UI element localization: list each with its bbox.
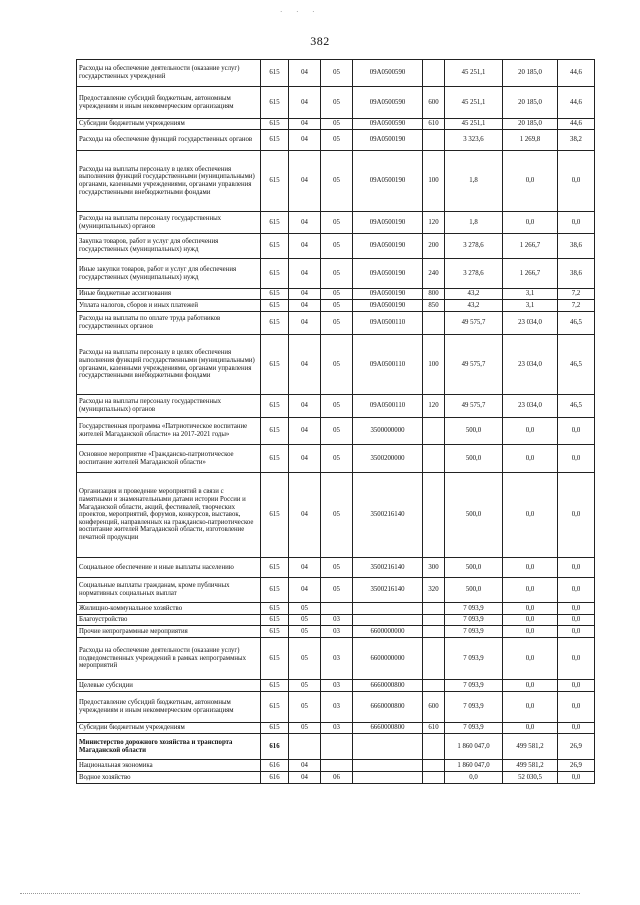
execution-percent: 0,0 xyxy=(558,151,595,212)
expense-type: 610 xyxy=(423,723,445,734)
expense-type xyxy=(423,60,445,87)
target-article: 09А0500110 xyxy=(353,335,423,395)
section-code: 04 xyxy=(289,395,321,418)
ministry-code: 615 xyxy=(261,418,289,445)
expense-type xyxy=(423,312,445,335)
row-name: Социальное обеспечение и иные выплаты населению xyxy=(77,558,261,578)
executed-amount: 23 034,0 xyxy=(503,395,558,418)
plan-amount: 49 575,7 xyxy=(445,395,503,418)
target-article: 3500216140 xyxy=(353,558,423,578)
plan-amount: 45 251,1 xyxy=(445,60,503,87)
executed-amount: 0,0 xyxy=(503,212,558,234)
ministry-code: 615 xyxy=(261,692,289,723)
executed-amount: 20 185,0 xyxy=(503,87,558,119)
section-code: 04 xyxy=(289,212,321,234)
table-row xyxy=(77,60,595,87)
plan-amount: 7 093,9 xyxy=(445,680,503,692)
section-code: 04 xyxy=(289,473,321,558)
section-code xyxy=(289,734,321,760)
row-name: Субсидии бюджетным учреждениям xyxy=(77,119,261,130)
table-row xyxy=(77,615,595,626)
ministry-code: 615 xyxy=(261,60,289,87)
subsection-code: 05 xyxy=(321,558,353,578)
subsection-code: 06 xyxy=(321,772,353,784)
table-row xyxy=(77,734,595,760)
section-code: 05 xyxy=(289,615,321,626)
table-row xyxy=(77,87,595,119)
subsection-code: 03 xyxy=(321,680,353,692)
executed-amount: 0,0 xyxy=(503,692,558,723)
executed-amount: 0,0 xyxy=(503,723,558,734)
table-row xyxy=(77,312,595,335)
execution-percent: 0,0 xyxy=(558,680,595,692)
expense-type: 240 xyxy=(423,259,445,289)
expense-type: 320 xyxy=(423,578,445,603)
subsection-code: 05 xyxy=(321,151,353,212)
plan-amount: 49 575,7 xyxy=(445,335,503,395)
execution-percent: 44,6 xyxy=(558,87,595,119)
ministry-code: 615 xyxy=(261,615,289,626)
target-article: 3500216140 xyxy=(353,578,423,603)
subsection-code: 05 xyxy=(321,395,353,418)
expense-type xyxy=(423,680,445,692)
table-row xyxy=(77,626,595,638)
ministry-code: 615 xyxy=(261,259,289,289)
execution-percent: 0,0 xyxy=(558,692,595,723)
row-name: Иные закупки товаров, работ и услуг для обеспечения государственных (муниципальных) нужд xyxy=(77,259,261,289)
subsection-code: 05 xyxy=(321,130,353,151)
executed-amount: 0,0 xyxy=(503,418,558,445)
row-name: Министерство дорожного хозяйства и транспорта Магаданской области xyxy=(77,734,261,760)
ministry-code: 615 xyxy=(261,680,289,692)
ministry-code: 615 xyxy=(261,395,289,418)
row-name: Расходы на выплаты персоналу в целях обеспечения выполнения функций государственными (муниципальными) органами, казенными учреждениями, органами управления государственными внебюджетными фондами xyxy=(77,151,261,212)
row-name: Прочие непрограммные мероприятия xyxy=(77,626,261,638)
expense-type xyxy=(423,626,445,638)
target-article: 3500216140 xyxy=(353,473,423,558)
table-row xyxy=(77,692,595,723)
ministry-code: 615 xyxy=(261,234,289,259)
execution-percent: 44,6 xyxy=(558,119,595,130)
expense-type xyxy=(423,418,445,445)
execution-percent: 0,0 xyxy=(558,473,595,558)
section-code: 04 xyxy=(289,578,321,603)
table-row xyxy=(77,289,595,300)
table-row xyxy=(77,234,595,259)
table-row xyxy=(77,300,595,312)
expense-type xyxy=(423,130,445,151)
section-code: 05 xyxy=(289,723,321,734)
execution-percent: 26,9 xyxy=(558,760,595,772)
expense-type xyxy=(423,445,445,473)
section-code: 05 xyxy=(289,638,321,680)
subsection-code: 05 xyxy=(321,300,353,312)
ministry-code: 615 xyxy=(261,723,289,734)
plan-amount: 7 093,9 xyxy=(445,615,503,626)
expense-type: 100 xyxy=(423,151,445,212)
section-code: 04 xyxy=(289,151,321,212)
section-code: 04 xyxy=(289,445,321,473)
plan-amount: 1,8 xyxy=(445,151,503,212)
table-row xyxy=(77,335,595,395)
target-article: 6660000800 xyxy=(353,723,423,734)
ministry-code: 615 xyxy=(261,289,289,300)
ministry-code: 615 xyxy=(261,300,289,312)
executed-amount: 0,0 xyxy=(503,603,558,615)
plan-amount: 49 575,7 xyxy=(445,312,503,335)
section-code: 05 xyxy=(289,603,321,615)
subsection-code: 05 xyxy=(321,445,353,473)
plan-amount: 500,0 xyxy=(445,473,503,558)
ministry-code: 615 xyxy=(261,212,289,234)
row-name: Расходы на обеспечение деятельности (оказание услуг) государственных учреждений xyxy=(77,60,261,87)
executed-amount: 1 269,8 xyxy=(503,130,558,151)
executed-amount: 52 030,5 xyxy=(503,772,558,784)
ministry-code: 615 xyxy=(261,335,289,395)
executed-amount: 23 034,0 xyxy=(503,335,558,395)
executed-amount: 499 581,2 xyxy=(503,734,558,760)
executed-amount: 0,0 xyxy=(503,445,558,473)
ministry-code: 616 xyxy=(261,734,289,760)
subsection-code: 05 xyxy=(321,60,353,87)
subsection-code: 03 xyxy=(321,615,353,626)
table-row xyxy=(77,212,595,234)
plan-amount: 500,0 xyxy=(445,578,503,603)
section-code: 04 xyxy=(289,335,321,395)
target-article xyxy=(353,615,423,626)
executed-amount: 0,0 xyxy=(503,578,558,603)
table-row xyxy=(77,578,595,603)
subsection-code: 05 xyxy=(321,87,353,119)
target-article: 09А0500190 xyxy=(353,151,423,212)
expense-type: 610 xyxy=(423,119,445,130)
plan-amount: 45 251,1 xyxy=(445,119,503,130)
plan-amount: 500,0 xyxy=(445,558,503,578)
section-code: 04 xyxy=(289,300,321,312)
section-code: 05 xyxy=(289,692,321,723)
table-row xyxy=(77,473,595,558)
section-code: 04 xyxy=(289,312,321,335)
target-article xyxy=(353,772,423,784)
subsection-code: 05 xyxy=(321,234,353,259)
plan-amount: 7 093,9 xyxy=(445,626,503,638)
subsection-code: 03 xyxy=(321,723,353,734)
target-article: 6660000800 xyxy=(353,692,423,723)
row-name: Расходы на выплаты персоналу государственных (муниципальных) органов xyxy=(77,395,261,418)
page-number: 382 xyxy=(310,34,330,48)
table-row xyxy=(77,259,595,289)
target-article: 3500000000 xyxy=(353,418,423,445)
executed-amount: 1 266,7 xyxy=(503,259,558,289)
target-article: 6600000000 xyxy=(353,638,423,680)
execution-percent: 0,0 xyxy=(558,418,595,445)
plan-amount: 500,0 xyxy=(445,445,503,473)
section-code: 04 xyxy=(289,418,321,445)
executed-amount: 20 185,0 xyxy=(503,60,558,87)
row-name: Иные бюджетные ассигнования xyxy=(77,289,261,300)
execution-percent: 44,6 xyxy=(558,60,595,87)
plan-amount: 7 093,9 xyxy=(445,723,503,734)
section-code: 05 xyxy=(289,626,321,638)
execution-percent: 0,0 xyxy=(558,772,595,784)
expense-type: 120 xyxy=(423,395,445,418)
subsection-code: 05 xyxy=(321,259,353,289)
subsection-code: 05 xyxy=(321,473,353,558)
subsection-code: 03 xyxy=(321,638,353,680)
scan-artifact: · · · xyxy=(280,8,321,16)
executed-amount: 23 034,0 xyxy=(503,312,558,335)
expense-type: 100 xyxy=(423,335,445,395)
scan-edge xyxy=(20,893,580,895)
execution-percent: 0,0 xyxy=(558,445,595,473)
section-code: 04 xyxy=(289,259,321,289)
executed-amount: 0,0 xyxy=(503,638,558,680)
ministry-code: 615 xyxy=(261,312,289,335)
target-article xyxy=(353,760,423,772)
budget-table-body xyxy=(77,60,595,784)
execution-percent: 46,5 xyxy=(558,395,595,418)
expense-type xyxy=(423,638,445,680)
target-article xyxy=(353,603,423,615)
execution-percent: 0,0 xyxy=(558,615,595,626)
ministry-code: 615 xyxy=(261,473,289,558)
subsection-code xyxy=(321,734,353,760)
row-name: Предоставление субсидий бюджетным, автономным учреждениям и иным некоммерческим организациям xyxy=(77,692,261,723)
target-article: 3500200000 xyxy=(353,445,423,473)
section-code: 04 xyxy=(289,60,321,87)
plan-amount: 3 278,6 xyxy=(445,234,503,259)
executed-amount: 0,0 xyxy=(503,615,558,626)
table-row xyxy=(77,603,595,615)
target-article: 09А0500590 xyxy=(353,60,423,87)
ministry-code: 615 xyxy=(261,119,289,130)
ministry-code: 616 xyxy=(261,760,289,772)
expense-type xyxy=(423,603,445,615)
row-name: Расходы на выплаты персоналу в целях обеспечения выполнения функций государственными (муниципальными) органами, казенными учреждениями, органами управления государственными внебюджетными фондами xyxy=(77,335,261,395)
executed-amount: 499 581,2 xyxy=(503,760,558,772)
ministry-code: 616 xyxy=(261,772,289,784)
target-article: 09А0500190 xyxy=(353,234,423,259)
target-article xyxy=(353,734,423,760)
table-row xyxy=(77,760,595,772)
plan-amount: 1 860 047,0 xyxy=(445,734,503,760)
table-row xyxy=(77,680,595,692)
execution-percent: 7,2 xyxy=(558,300,595,312)
row-name: Уплата налогов, сборов и иных платежей xyxy=(77,300,261,312)
target-article: 6600000000 xyxy=(353,626,423,638)
executed-amount: 3,1 xyxy=(503,289,558,300)
executed-amount: 0,0 xyxy=(503,558,558,578)
section-code: 05 xyxy=(289,680,321,692)
table-row xyxy=(77,445,595,473)
ministry-code: 615 xyxy=(261,87,289,119)
row-name: Социальные выплаты гражданам, кроме публичных нормативных социальных выплат xyxy=(77,578,261,603)
plan-amount: 43,2 xyxy=(445,289,503,300)
row-name: Основное мероприятие «Гражданско-патриотическое воспитание жителей Магаданской области» xyxy=(77,445,261,473)
expense-type xyxy=(423,473,445,558)
execution-percent: 0,0 xyxy=(558,603,595,615)
executed-amount: 0,0 xyxy=(503,626,558,638)
target-article: 09А0500190 xyxy=(353,289,423,300)
subsection-code xyxy=(321,603,353,615)
section-code: 04 xyxy=(289,119,321,130)
row-name: Расходы на выплаты персоналу государственных (муниципальных) органов xyxy=(77,212,261,234)
ministry-code: 615 xyxy=(261,151,289,212)
expense-type: 800 xyxy=(423,289,445,300)
row-name: Водное хозяйство xyxy=(77,772,261,784)
executed-amount: 1 266,7 xyxy=(503,234,558,259)
section-code: 04 xyxy=(289,130,321,151)
plan-amount: 3 323,6 xyxy=(445,130,503,151)
target-article: 09А0500110 xyxy=(353,395,423,418)
table-row xyxy=(77,130,595,151)
expense-type xyxy=(423,772,445,784)
section-code: 04 xyxy=(289,289,321,300)
target-article: 09А0500590 xyxy=(353,87,423,119)
target-article: 09А0500190 xyxy=(353,212,423,234)
execution-percent: 26,9 xyxy=(558,734,595,760)
expense-type: 600 xyxy=(423,692,445,723)
row-name: Государственная программа «Патриотическое воспитание жителей Магаданской области» на 2017-2021 годы» xyxy=(77,418,261,445)
row-name: Жилищно-коммунальное хозяйство xyxy=(77,603,261,615)
expense-type: 600 xyxy=(423,87,445,119)
execution-percent: 0,0 xyxy=(558,638,595,680)
table-row xyxy=(77,638,595,680)
ministry-code: 615 xyxy=(261,626,289,638)
subsection-code: 03 xyxy=(321,692,353,723)
expense-type xyxy=(423,734,445,760)
plan-amount: 1 860 047,0 xyxy=(445,760,503,772)
subsection-code xyxy=(321,760,353,772)
execution-percent: 38,6 xyxy=(558,234,595,259)
row-name: Благоустройство xyxy=(77,615,261,626)
execution-percent: 7,2 xyxy=(558,289,595,300)
row-name: Закупка товаров, работ и услуг для обеспечения государственных (муниципальных) нужд xyxy=(77,234,261,259)
section-code: 04 xyxy=(289,87,321,119)
plan-amount: 1,8 xyxy=(445,212,503,234)
section-code: 04 xyxy=(289,772,321,784)
subsection-code: 05 xyxy=(321,212,353,234)
execution-percent: 0,0 xyxy=(558,626,595,638)
expense-type: 850 xyxy=(423,300,445,312)
row-name: Субсидии бюджетным учреждениям xyxy=(77,723,261,734)
subsection-code: 05 xyxy=(321,578,353,603)
subsection-code: 05 xyxy=(321,289,353,300)
table-row xyxy=(77,558,595,578)
row-name: Расходы на обеспечение деятельности (оказание услуг) подведомственных учреждений в рамках непрограммных мероприятий xyxy=(77,638,261,680)
expense-type: 120 xyxy=(423,212,445,234)
expense-type: 300 xyxy=(423,558,445,578)
executed-amount: 3,1 xyxy=(503,300,558,312)
expense-type xyxy=(423,615,445,626)
subsection-code: 03 xyxy=(321,626,353,638)
plan-amount: 45 251,1 xyxy=(445,87,503,119)
plan-amount: 0,0 xyxy=(445,772,503,784)
table-row xyxy=(77,395,595,418)
ministry-code: 615 xyxy=(261,558,289,578)
target-article: 09А0500590 xyxy=(353,119,423,130)
target-article: 09А0500110 xyxy=(353,312,423,335)
executed-amount: 0,0 xyxy=(503,151,558,212)
subsection-code: 05 xyxy=(321,418,353,445)
target-article: 6660000800 xyxy=(353,680,423,692)
ministry-code: 615 xyxy=(261,638,289,680)
execution-percent: 38,6 xyxy=(558,259,595,289)
execution-percent: 38,2 xyxy=(558,130,595,151)
table-row xyxy=(77,723,595,734)
plan-amount: 500,0 xyxy=(445,418,503,445)
table-row xyxy=(77,151,595,212)
budget-table xyxy=(76,59,595,784)
section-code: 04 xyxy=(289,760,321,772)
ministry-code: 615 xyxy=(261,603,289,615)
plan-amount: 7 093,9 xyxy=(445,638,503,680)
target-article: 09А0500190 xyxy=(353,300,423,312)
row-name: Предоставление субсидий бюджетным, автономным учреждениям и иным некоммерческим организациям xyxy=(77,87,261,119)
section-code: 04 xyxy=(289,234,321,259)
plan-amount: 3 278,6 xyxy=(445,259,503,289)
section-code: 04 xyxy=(289,558,321,578)
table-row xyxy=(77,119,595,130)
expense-type: 200 xyxy=(423,234,445,259)
execution-percent: 0,0 xyxy=(558,723,595,734)
table-row xyxy=(77,772,595,784)
ministry-code: 615 xyxy=(261,578,289,603)
row-name: Национальная экономика xyxy=(77,760,261,772)
plan-amount: 43,2 xyxy=(445,300,503,312)
ministry-code: 615 xyxy=(261,445,289,473)
executed-amount: 0,0 xyxy=(503,473,558,558)
subsection-code: 05 xyxy=(321,312,353,335)
ministry-code: 615 xyxy=(261,130,289,151)
row-name: Целевые субсидии xyxy=(77,680,261,692)
row-name: Организация и проведение мероприятий в связи с памятными и знаменательными датами истории России и Магаданской области, акций, фестивалей, творческих проектов, мероприятий, форумов, конкурсов, выставок, конференций, направленных на гражданско-патриотическое воспитание жителей Магаданской области, изготовление печатной продукции xyxy=(77,473,261,558)
expense-type xyxy=(423,760,445,772)
execution-percent: 0,0 xyxy=(558,578,595,603)
executed-amount: 0,0 xyxy=(503,680,558,692)
execution-percent: 0,0 xyxy=(558,558,595,578)
row-name: Расходы на выплаты по оплате труда работников государственных органов xyxy=(77,312,261,335)
executed-amount: 20 185,0 xyxy=(503,119,558,130)
execution-percent: 0,0 xyxy=(558,212,595,234)
target-article: 09А0500190 xyxy=(353,259,423,289)
subsection-code: 05 xyxy=(321,119,353,130)
plan-amount: 7 093,9 xyxy=(445,603,503,615)
plan-amount: 7 093,9 xyxy=(445,692,503,723)
subsection-code: 05 xyxy=(321,335,353,395)
table-row xyxy=(77,418,595,445)
row-name: Расходы на обеспечение функций государственных органов xyxy=(77,130,261,151)
execution-percent: 46,5 xyxy=(558,335,595,395)
target-article: 09А0500190 xyxy=(353,130,423,151)
execution-percent: 46,5 xyxy=(558,312,595,335)
